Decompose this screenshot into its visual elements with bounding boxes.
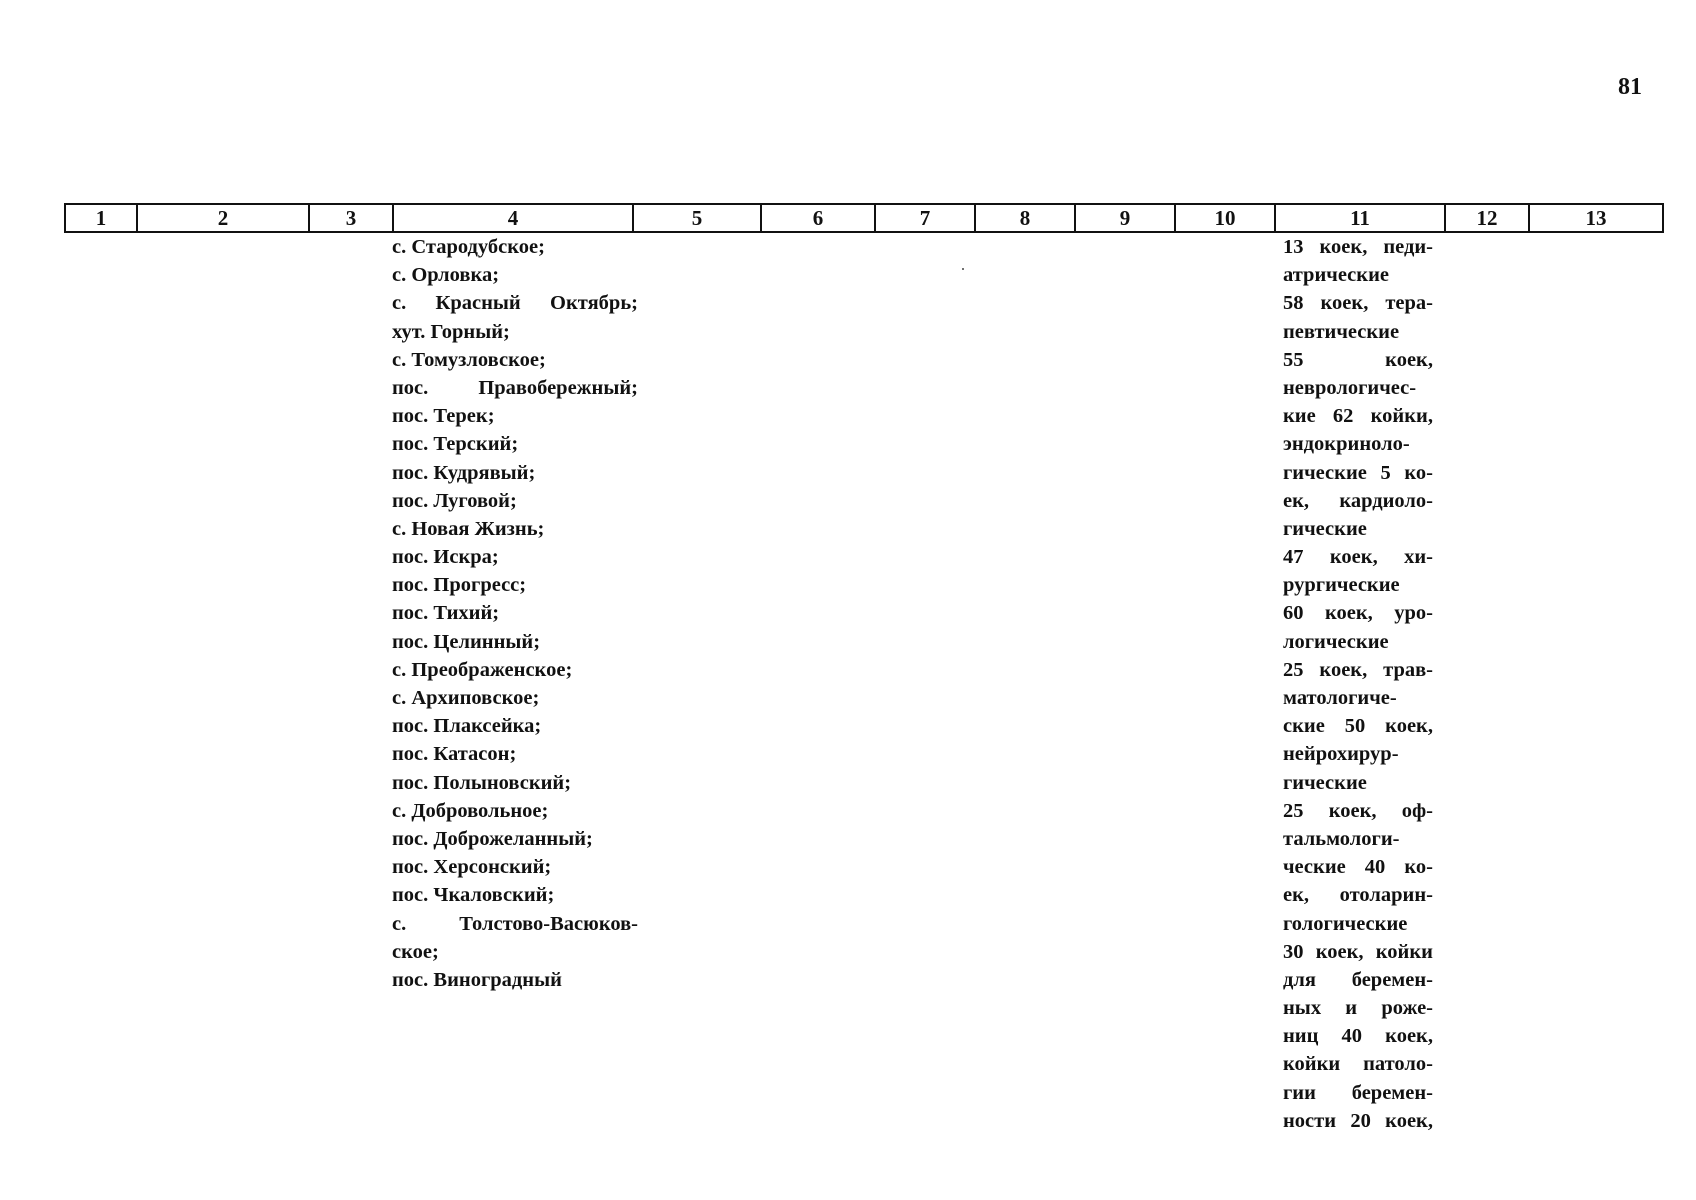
scan-speck [962, 268, 964, 270]
bed-capacity-line: неврологичес- [1283, 376, 1417, 399]
header-col-10: 10 [1175, 204, 1275, 232]
settlement-line: пос. Прогресс; [392, 574, 527, 597]
bed-capacity-line: койки патоло- [1283, 1053, 1433, 1076]
settlement-line: пос. Целинный; [392, 630, 541, 653]
bed-capacity-line: гические [1283, 771, 1367, 794]
header-col-5: 5 [633, 204, 761, 232]
settlement-line: ское; [392, 940, 439, 963]
header-col-9: 9 [1075, 204, 1175, 232]
bed-capacity-line: ческие 40 ко- [1283, 856, 1433, 879]
settlement-line: с. Стародубское; [392, 236, 545, 258]
bed-capacity-line: 25 коек, оф- [1283, 799, 1433, 822]
bed-capacity-line: для беремен- [1283, 968, 1433, 991]
settlement-line: пос. Терек; [392, 405, 495, 428]
bed-capacity-line: гические 5 ко- [1283, 461, 1433, 484]
bed-capacity-line: 47 коек, хи- [1283, 546, 1433, 569]
settlement-line: пос. Виноградный [392, 968, 562, 991]
bed-capacity-line: ниц 40 коек, [1283, 1025, 1433, 1048]
header-col-13: 13 [1529, 204, 1663, 232]
settlement-line: с. Красный Октябрь; [392, 292, 638, 315]
header-col-8: 8 [975, 204, 1075, 232]
bed-capacity-line: 30 коек, койки [1283, 940, 1433, 963]
bed-capacity-line: логические [1283, 630, 1389, 653]
bed-capacity-line: певтические [1283, 320, 1400, 343]
settlement-line: пос. Доброжеланный; [392, 827, 593, 850]
bed-capacity-line: 25 коек, трав- [1283, 658, 1433, 681]
bed-capacity-line: матологиче- [1283, 687, 1397, 709]
bed-capacity-line: рургические [1283, 574, 1400, 597]
settlement-line: с. Орловка; [392, 264, 500, 287]
bed-capacity-line: ек, кардиоло- [1283, 489, 1433, 512]
settlement-line: пос. Херсонский; [392, 856, 552, 879]
bed-capacity-line: гологические [1283, 912, 1408, 935]
bed-capacity-line: 13 коек, педи- [1283, 236, 1433, 258]
header-col-4: 4 [393, 204, 633, 232]
header-col-1: 1 [65, 204, 137, 232]
header-col-6: 6 [761, 204, 875, 232]
bed-capacity-column [1283, 233, 1433, 1135]
bed-capacity-line: гии беремен- [1283, 1081, 1433, 1104]
settlements-column [392, 233, 638, 994]
bed-capacity-line: нейрохирур- [1283, 743, 1399, 766]
settlement-line: с. Добровольное; [392, 799, 549, 822]
settlement-line: пос. Чкаловский; [392, 884, 555, 907]
settlement-line: с. Толстово-Васюков- [392, 912, 638, 935]
settlement-line: пос. Луговой; [392, 489, 517, 512]
column-number-header [64, 203, 1664, 233]
bed-capacity-line: ных и роже- [1283, 997, 1433, 1020]
bed-capacity-line: ек, отоларин- [1283, 884, 1433, 907]
header-col-2: 2 [137, 204, 309, 232]
settlement-line: пос. Тихий; [392, 602, 500, 625]
bed-capacity-line: эндокриноло- [1283, 433, 1410, 456]
bed-capacity-line: 58 коек, тера- [1283, 292, 1433, 315]
settlement-line: пос. Терский; [392, 433, 519, 456]
header-col-11: 11 [1275, 204, 1445, 232]
bed-capacity-line: 60 коек, уро- [1283, 602, 1433, 625]
settlement-line: пос. Правобережный; [392, 376, 638, 399]
settlement-line: с. Преображенское; [392, 658, 573, 681]
bed-capacity-line: ские 50 коек, [1283, 715, 1433, 738]
settlement-line: пос. Полыновский; [392, 771, 572, 794]
settlement-line: пос. Катасон; [392, 743, 517, 766]
bed-capacity-line: кие 62 койки, [1283, 405, 1433, 428]
bed-capacity-line: 55 коек, [1283, 348, 1433, 371]
settlement-line: с. Архиповское; [392, 687, 540, 709]
header-col-3: 3 [309, 204, 393, 232]
settlement-line: пос. Кудрявый; [392, 461, 536, 484]
bed-capacity-line: атрические [1283, 264, 1389, 287]
settlement-line: с. Новая Жизнь; [392, 517, 545, 540]
settlement-line: пос. Искра; [392, 546, 499, 569]
header-col-12: 12 [1445, 204, 1529, 232]
page-number: 81 [1618, 74, 1642, 100]
settlement-line: хут. Горный; [392, 320, 510, 343]
bed-capacity-line: гические [1283, 517, 1367, 540]
bed-capacity-line: тальмологи- [1283, 827, 1400, 850]
settlement-line: с. Томузловское; [392, 348, 546, 371]
settlement-line: пос. Плаксейка; [392, 715, 542, 738]
header-col-7: 7 [875, 204, 975, 232]
bed-capacity-line: ности 20 коек, [1283, 1109, 1433, 1132]
